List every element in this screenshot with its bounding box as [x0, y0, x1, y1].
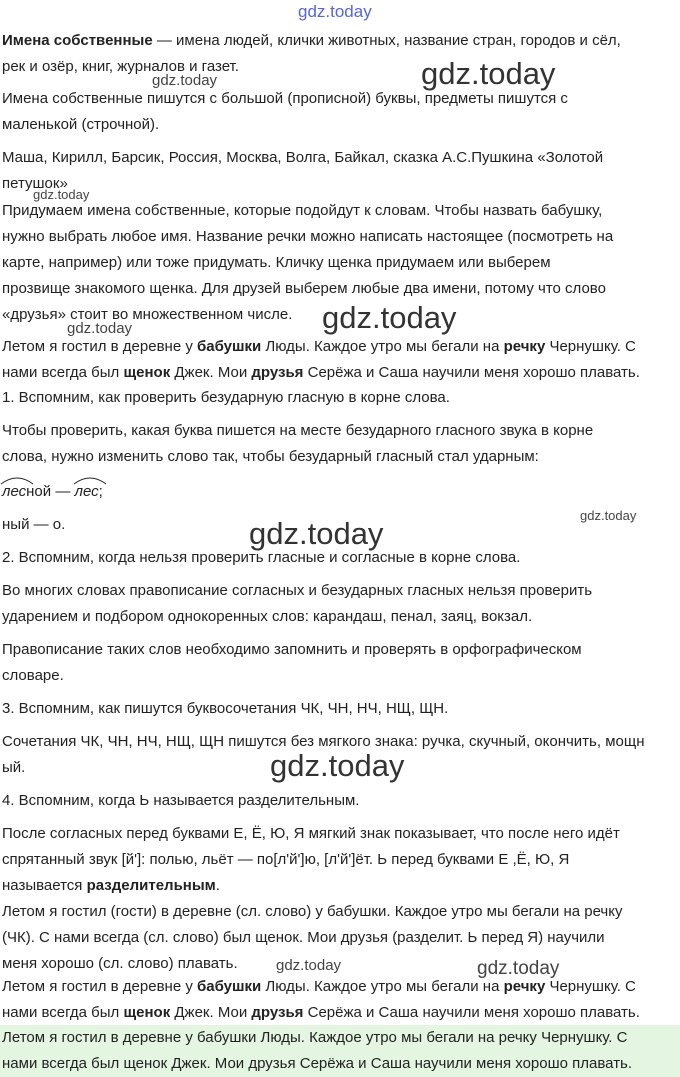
example-roots: [2, 479, 680, 505]
text-line: [2, 334, 680, 360]
section-heading: [2, 385, 680, 411]
watermark-small: gdz.today: [33, 187, 90, 202]
text-line: После согласных перед буквами Е, Ё, Ю, Я мягкий знак показывает, что после него идёт: [2, 825, 620, 842]
rule-paragraph: [2, 637, 680, 689]
explanation-paragraph: [2, 198, 680, 328]
text: Джек. Мои: [170, 364, 252, 381]
watermark-large: gdz.today: [249, 516, 384, 551]
watermark-large: gdz.today: [322, 300, 457, 335]
watermark-large: gdz.today: [270, 748, 405, 783]
term-bold: Имена собственные: [2, 32, 153, 49]
text: Летом я гостил в деревне у: [2, 978, 197, 995]
bold-word: щенок: [123, 1004, 171, 1021]
root-arc-icon: [0, 475, 34, 485]
text: нами всегда был: [2, 1004, 124, 1021]
text-line: Летом я гостил в деревне у бабушки Люды. Каждое утро мы бегали на речку Чернушку. С: [2, 1029, 628, 1046]
rule-paragraph: [2, 729, 680, 781]
watermark-small: gdz.today: [67, 320, 133, 337]
text-line: 2. Вспомним, когда нельзя проверить гласные и согласные в корне слова.: [2, 549, 521, 566]
text-line: ный — о.: [2, 516, 66, 533]
text-line: ударением и подбором однокоренных слов: карандаш, пенал, заяц, вокзал.: [2, 608, 533, 625]
examples-paragraph: [2, 145, 680, 197]
text-line: [2, 479, 680, 505]
bold-word: речку: [503, 978, 546, 995]
text: .: [215, 877, 220, 894]
text: Чернушку. С: [545, 978, 636, 995]
final-answer-highlight: [0, 1025, 680, 1077]
answer-paragraph: [2, 334, 680, 386]
bold-word: речку: [503, 338, 546, 355]
text-line: маленькой (строчной).: [2, 116, 160, 133]
text-line: (ЧК). С нами всегда (сл. слово) был щенок. Мои друзья (разделит. Ь перед Я) научили: [2, 929, 605, 946]
rule-paragraph: [2, 86, 680, 138]
section-heading: [2, 696, 680, 722]
text-line: петушок»: [2, 175, 68, 192]
watermark-large: gdz.today: [421, 56, 556, 91]
root-text: лес: [2, 483, 27, 500]
text-line: Придумаем имена собственные, которые подойдут к словам. Чтобы назвать бабушку,: [2, 202, 603, 219]
text-line: [2, 974, 680, 1000]
text-line: [2, 28, 680, 54]
text: называется: [2, 877, 87, 894]
text: Люды. Каждое утро мы бегали на: [261, 978, 504, 995]
text-line: словаре.: [2, 667, 64, 684]
text-line: Правописание таких слов необходимо запомнить и проверять в орфографическом: [2, 641, 582, 658]
text: ;: [98, 483, 103, 500]
text: Джек. Мои: [170, 1004, 252, 1021]
text-line: спрятанный звук [й']: полью, льёт — по[л'й']ю, [л'й']ёт. Ь перед буквами Е ,Ё, Ю, Я: [2, 851, 570, 868]
text: Серёжа и Саша научили меня хорошо плавать.: [303, 1004, 640, 1021]
root-text: лес: [74, 483, 99, 500]
section-heading: [2, 545, 680, 571]
text-line: нужно выбрать любое имя. Название речки можно написать настоящее (посмотреть на: [2, 228, 614, 245]
text-line: 1. Вспомним, как проверить безударную гласную в корне слова.: [2, 389, 450, 406]
bold-word: бабушки: [197, 978, 262, 995]
text: Чернушку. С: [545, 338, 636, 355]
answer-paragraph: [2, 974, 680, 1026]
text-line: [2, 360, 680, 386]
text-line: [2, 1000, 680, 1026]
text-line: Чтобы проверить, какая буква пишется на месте безударного гласного звука в корне: [2, 422, 594, 439]
rule-paragraph: [2, 418, 680, 470]
example-line: [2, 512, 680, 538]
bold-word: друзья: [251, 364, 304, 381]
watermark-small: gdz.today: [580, 508, 637, 523]
text-line: [2, 873, 680, 899]
text-line: прозвище знакомого щенка. Для друзей выберем любые два имени, потому что слово: [2, 280, 606, 297]
text-line: Имена собственные пишутся с большой (прописной) буквы, предметы пишутся с: [2, 90, 568, 107]
bold-word: разделительным: [86, 877, 216, 894]
text-line: карте, например) или тоже придумать. Кличку щенка придумаем или выберем: [2, 254, 551, 271]
text-line: меня хорошо (сл. слово) плавать.: [2, 955, 238, 972]
text-line: нами всегда был щенок Джек. Мои друзья Серёжа и Саша научили меня хорошо плавать.: [2, 1055, 633, 1072]
rule-paragraph: [2, 578, 680, 630]
watermark-small: gdz.today: [477, 958, 560, 979]
rule-paragraph: [2, 821, 680, 899]
text-line: Маша, Кирилл, Барсик, Россия, Москва, Волга, Байкал, сказка А.С.Пушкина «Золотой: [2, 149, 604, 166]
text: нами всегда был: [2, 364, 124, 381]
text-line: 4. Вспомним, когда Ь называется разделительным.: [2, 792, 360, 809]
section-heading: [2, 788, 680, 814]
text-line: слова, нужно изменить слово так, чтобы безударный гласный стал ударным:: [2, 448, 539, 465]
root-mark: [75, 479, 99, 505]
analysis-paragraph: [2, 899, 680, 977]
bold-word: бабушки: [197, 338, 262, 355]
text: Серёжа и Саша научили меня хорошо плавать.: [303, 364, 640, 381]
text: Люды. Каждое утро мы бегали на: [261, 338, 504, 355]
bold-word: щенок: [123, 364, 171, 381]
text-line: Сочетания ЧК, ЧН, НЧ, НЩ, ЩН пишутся без мягкого знака: ручка, скучный, окончить, мощн: [2, 733, 645, 750]
text-line: рек и озёр, книг, журналов и газет.: [2, 58, 239, 75]
text: Летом я гостил в деревне у: [2, 338, 197, 355]
text: —: [51, 483, 75, 500]
watermark-top: gdz.today: [298, 2, 372, 21]
root-arc-icon: [73, 475, 107, 485]
watermark-small: gdz.today: [276, 957, 342, 974]
text: — имена людей, клички животных, название стран, городов и сёл,: [152, 32, 621, 49]
root-mark: [2, 479, 26, 505]
definition-paragraph: [2, 28, 680, 80]
text-line: Летом я гостил (гости) в деревне (сл. слово) у бабушки. Каждое утро мы бегали на речку: [2, 903, 623, 920]
text-line: Во многих словах правописание согласных и безударных гласных нельзя проверить: [2, 582, 593, 599]
text-line: ый.: [2, 759, 26, 776]
ending-text: ной: [26, 483, 52, 500]
text-line: «друзья» стоит во множественном числе.: [2, 306, 293, 323]
watermark-small: gdz.today: [152, 72, 218, 89]
text-line: 3. Вспомним, как пишутся буквосочетания ЧК, ЧН, НЧ, НЩ, ЩН.: [2, 700, 449, 717]
bold-word: друзья: [251, 1004, 304, 1021]
